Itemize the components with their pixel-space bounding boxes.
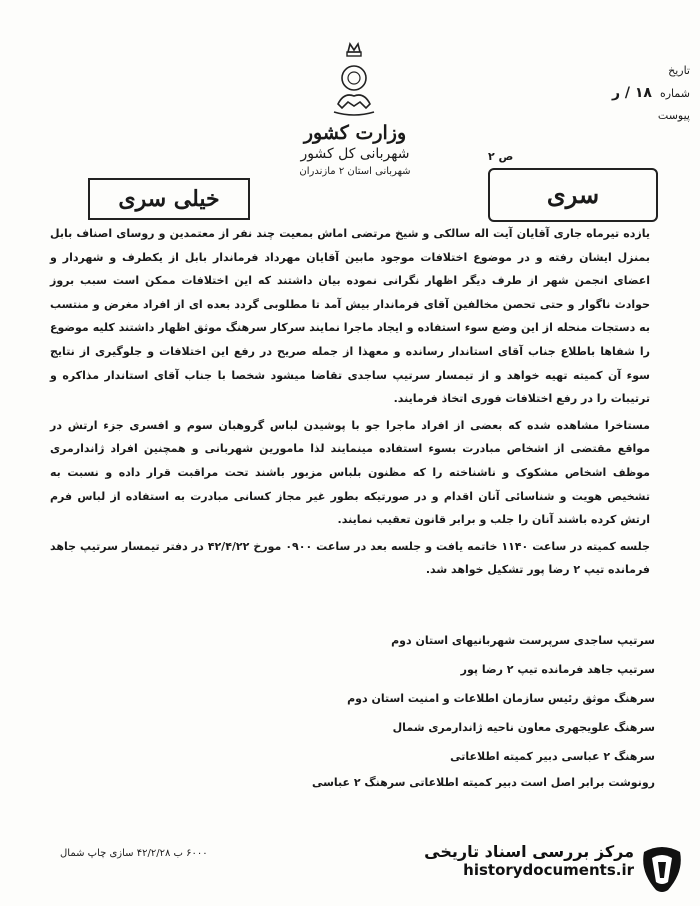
- print-footer: ۶۰۰۰ ب ۴۲/۲/۲۸ سازی چاپ شمال: [60, 848, 208, 859]
- police-province-title: شهربانی استان ۲ مازندران: [299, 166, 411, 177]
- attachment-label: پیوست: [657, 109, 690, 122]
- watermark-text: [424, 842, 634, 879]
- recipient-item: سرهنگ موثق رئیس سازمان اطلاعات و امنیت استان دوم: [347, 692, 655, 705]
- number-row: [590, 82, 690, 105]
- secret-stamp: سری: [488, 168, 658, 222]
- history-documents-logo-icon: [638, 842, 686, 894]
- body-paragraph: یازده تیرماه جاری آقایان آیت اله سالکی و شیخ مرتضی اماش بمعیت چند نفر از معتمدین و روسای اصناف بابل بمنزل ایشان رفته و در موضوع اختلافات موجود مابین آقایان مهرداد فرماندار بابل از یکطرف و شهردار و اعضای انجمن شهر از طرف دیگر اظهار نگرانی نموده بیان داشتند که این اختلافات ممکن است سبب بروز حوادث ناگوار و حتی تحصن مخالفین آقای فرماندار بیش آمد تا مطلوبی گردد بعده ای از افراد مغرض و منتسب به دستجات منحله از این وضع سوء استفاده و ایجاد ماجرا نمایند سرکار سرهنگ موثق اظهار داشتند کلیه موضوع را شفاها باطلاع جناب آقای استاندار رسانده و معهذا از جمله صریح در رفع این اختلافات و جلوگیری از نتایج سوء آن کمیته تهیه خواهد و از تیمسار سرتیپ ساجدی تقاضا میشود شخصا با جناب آقای استاندار مذاکره و ترتیبات را در رفع اختلافات فوری اتخاذ فرمایند.: [50, 227, 650, 406]
- watermark-persian: مرکز بررسی اسناد تاریخی: [424, 842, 634, 861]
- ministry-title: وزارت کشور: [303, 122, 407, 144]
- page-number: ص ۲: [488, 150, 514, 163]
- body-paragraph: مستاخرا مشاهده شده که بعضی از افراد ماجرا جو با پوشیدن لباس گروهبان سوم و افسری جزء ارتش در مواقع مقتضی از اشخاص مبادرت بسوء استفاده مینمایند لذا مامورین شهربانی و همچنین افراد ژاندارمری موظف اشخاص مشکوک و ناشناخته را که مظنون بلباس مزبور باشند تحت مراقبت قرار داده و نسبت به تشخیص هویت و شناسائی آنان اقدام و در صورتیکه بطور غیر مجاز کسانی مبادرت به استفاده از لباس فرم ارتش کرده باشند آنان را جلب و برابر قانون تعقیب نمایند.: [50, 418, 650, 527]
- body-paragraph: جلسه کمیته در ساعت ۱۱۴۰ خاتمه یافت و جلسه بعد در ساعت ۰۹۰۰ مورخ ۴۲/۴/۲۲ در دفتر تیمسار سرتیپ جاهد فرمانده تیپ ۲ رضا پور تشکیل خواهد شد.: [50, 539, 650, 577]
- recipient-list: [300, 626, 655, 771]
- date-row: [590, 60, 690, 82]
- document-meta: [590, 60, 690, 127]
- recipient-item: سرتیپ جاهد فرمانده تیپ ۲ رضا پور: [460, 663, 655, 676]
- watermark-url: historydocuments.ir: [463, 861, 634, 879]
- number-value: ۱۸ / ر: [611, 85, 652, 101]
- watermark: [410, 838, 692, 898]
- recipient-item: سرتیپ ساجدی سرپرست شهربانیهای استان دوم: [391, 634, 655, 647]
- lion-and-sun-emblem-icon: [330, 42, 378, 122]
- document-body: [50, 222, 650, 582]
- top-secret-stamp: خیلی سری: [88, 178, 250, 220]
- number-label: شماره: [659, 87, 690, 100]
- date-label: تاریخ: [668, 64, 690, 77]
- attachment-row: [590, 105, 690, 127]
- recipient-item: سرهنگ ۲ عباسی دبیر کمیته اطلاعاتی: [450, 750, 655, 763]
- letterhead: [270, 122, 440, 177]
- copy-certification: رونوشت برابر اصل است دبیر کمیته اطلاعاتی سرهنگ ۲ عباسی: [311, 776, 655, 789]
- police-general-title: شهربانی کل کشور: [300, 146, 410, 162]
- recipient-item: سرهنگ علویجهری معاون ناحیه ژاندارمری شمال: [392, 721, 655, 734]
